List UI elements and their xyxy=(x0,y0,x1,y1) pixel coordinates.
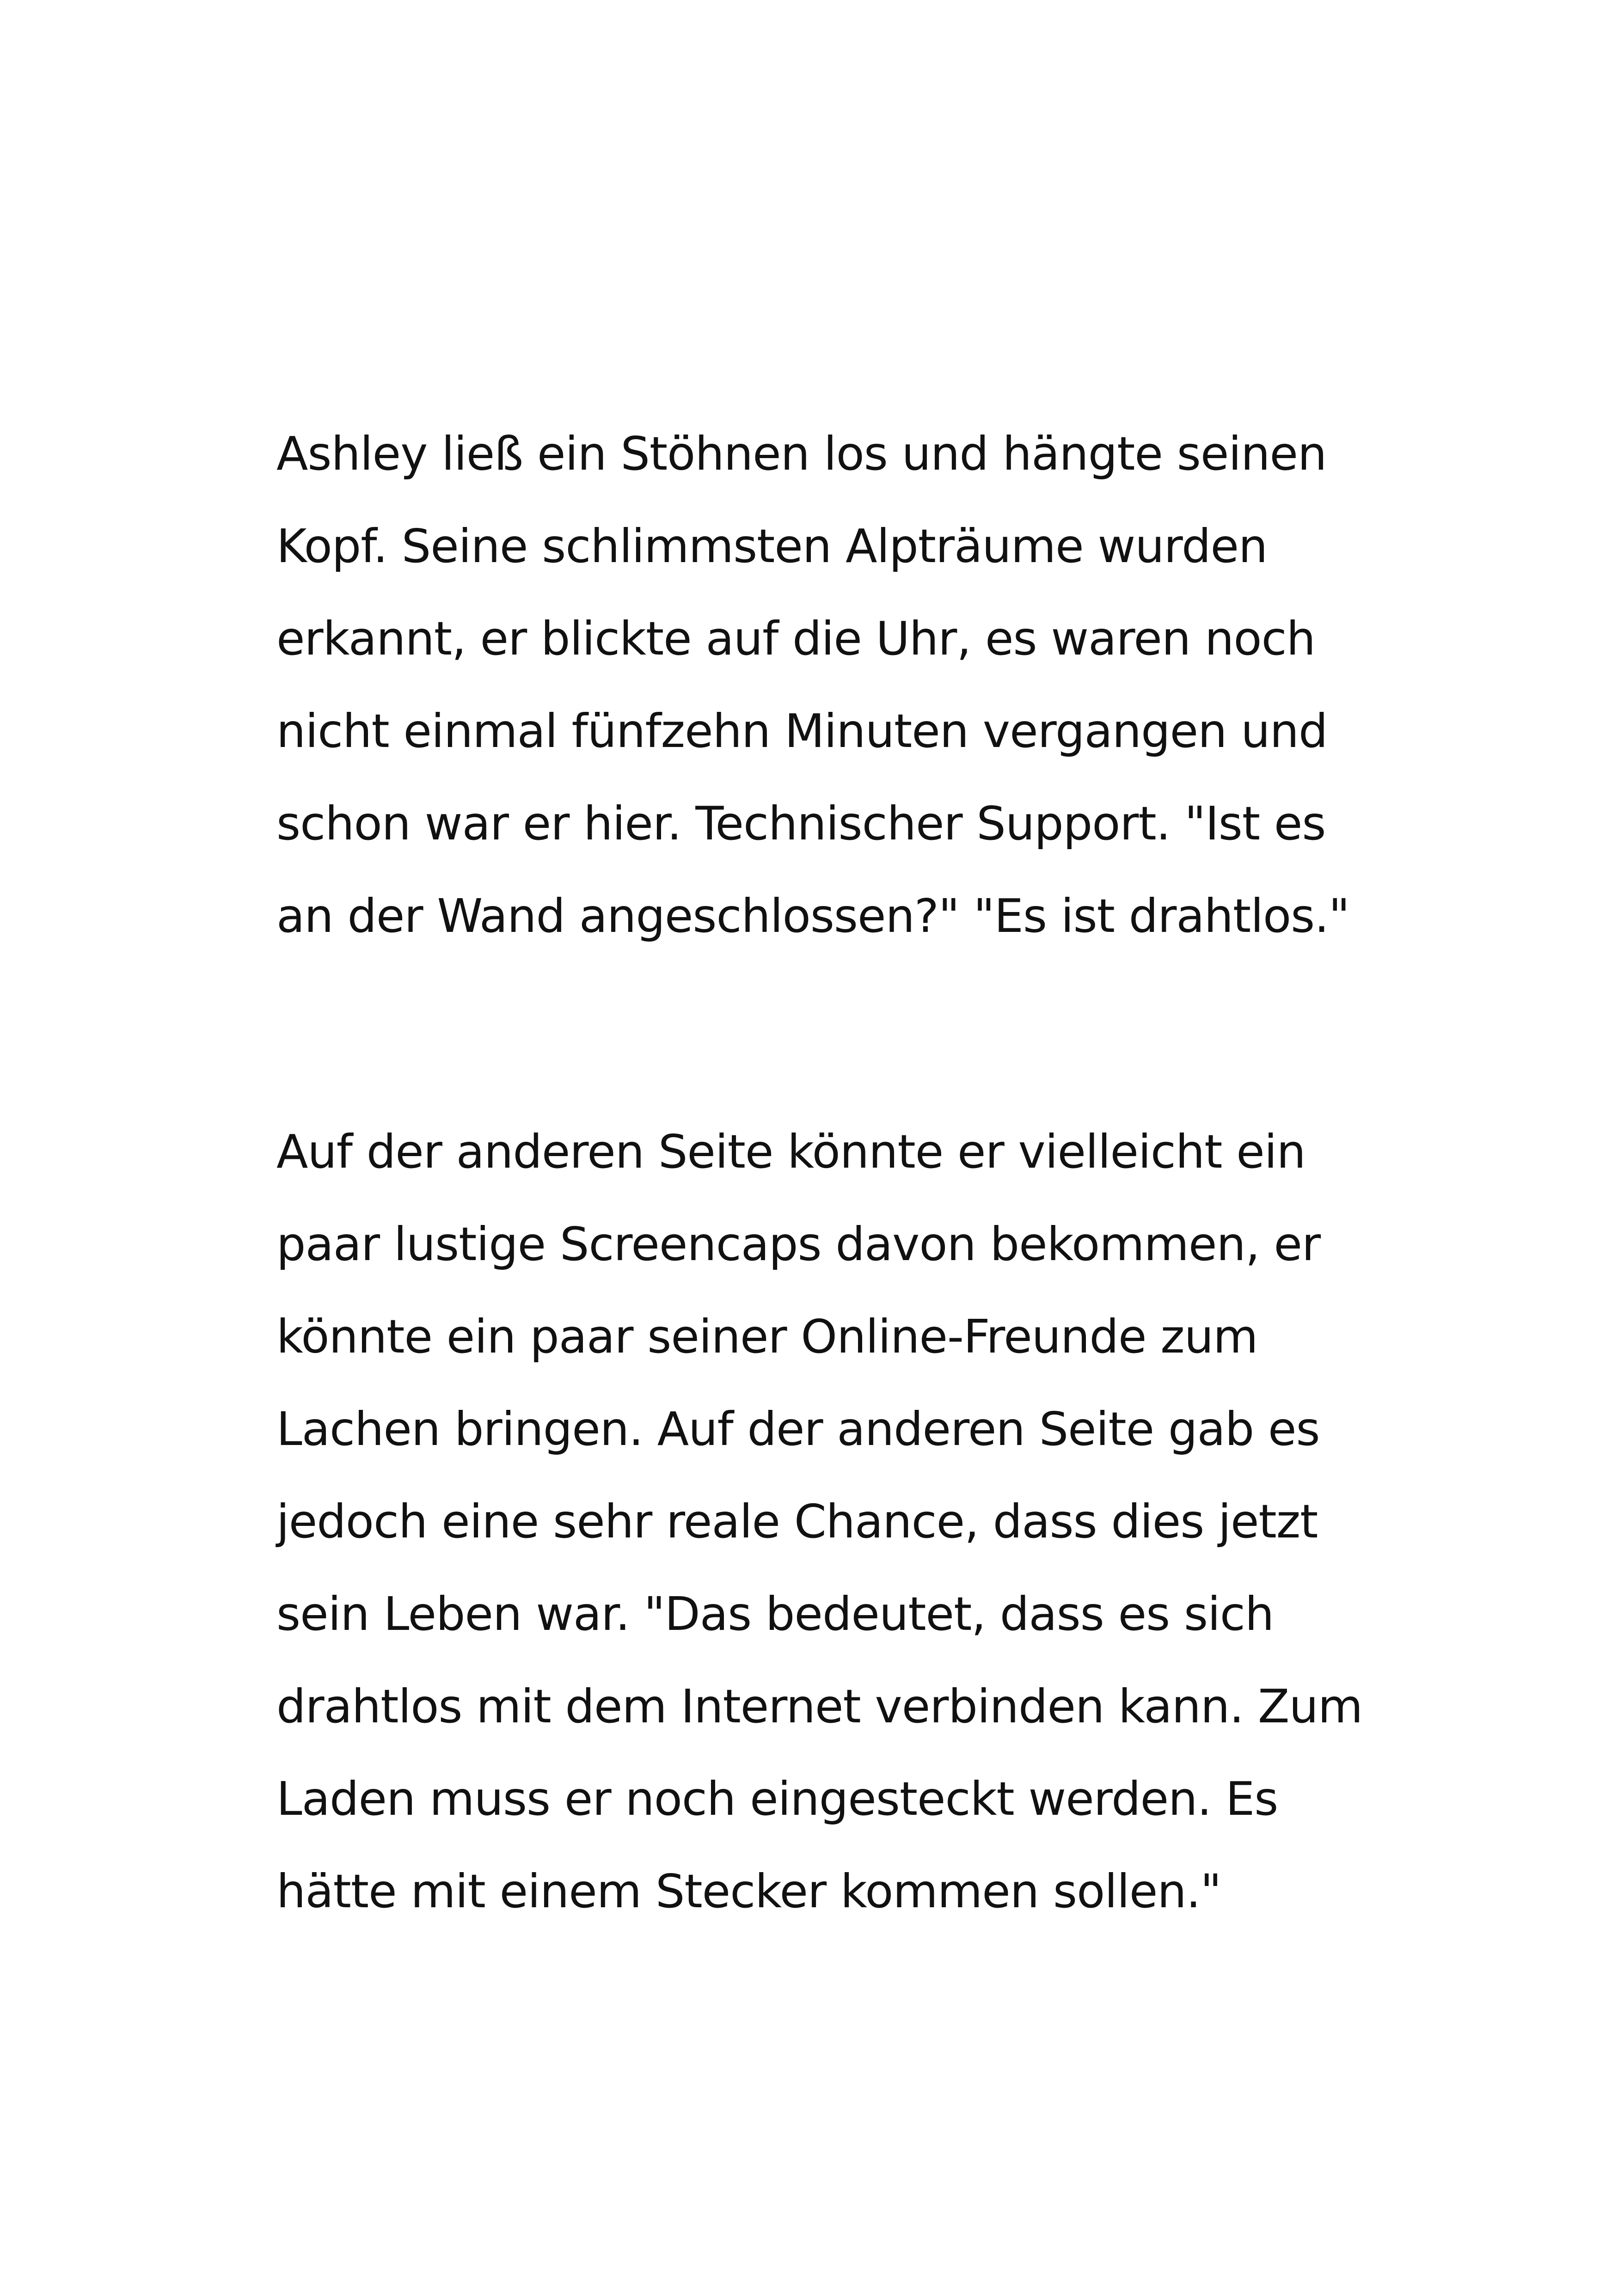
paragraph-line: Ashley ließ ein Stöhnen los und hängte seinen xyxy=(276,427,1327,481)
paragraph-line: erkannt, er blickte auf die Uhr, es waren noch xyxy=(276,612,1315,666)
paragraph-line: könnte ein paar seiner Online-Freunde zum xyxy=(276,1310,1258,1364)
paragraph-line: an der Wand angeschlossen?" "Es ist drahtlos." xyxy=(276,889,1350,943)
paragraph-line: drahtlos mit dem Internet verbinden kann. Zum xyxy=(276,1679,1363,1733)
paragraph-line: paar lustige Screencaps davon bekommen, er xyxy=(276,1217,1321,1271)
paragraph-line: nicht einmal fünfzehn Minuten vergangen und xyxy=(276,704,1328,758)
paragraph-line: Lachen bringen. Auf der anderen Seite gab es xyxy=(276,1402,1320,1456)
paragraph-line: schon war er hier. Technischer Support. "Ist es xyxy=(276,796,1326,851)
paragraph-line: jedoch eine sehr reale Chance, dass dies jetzt xyxy=(276,1494,1318,1549)
paragraph-line: Auf der anderen Seite könnte er vielleicht ein xyxy=(276,1125,1305,1179)
paragraph-line: hätte mit einem Stecker kommen sollen." xyxy=(276,1864,1221,1918)
paragraph-line: Laden muss er noch eingesteckt werden. Es xyxy=(276,1772,1278,1826)
paragraph-line: Kopf. Seine schlimmsten Alpträume wurden xyxy=(276,519,1268,573)
paragraph-line: sein Leben war. "Das bedeutet, dass es sich xyxy=(276,1587,1274,1641)
